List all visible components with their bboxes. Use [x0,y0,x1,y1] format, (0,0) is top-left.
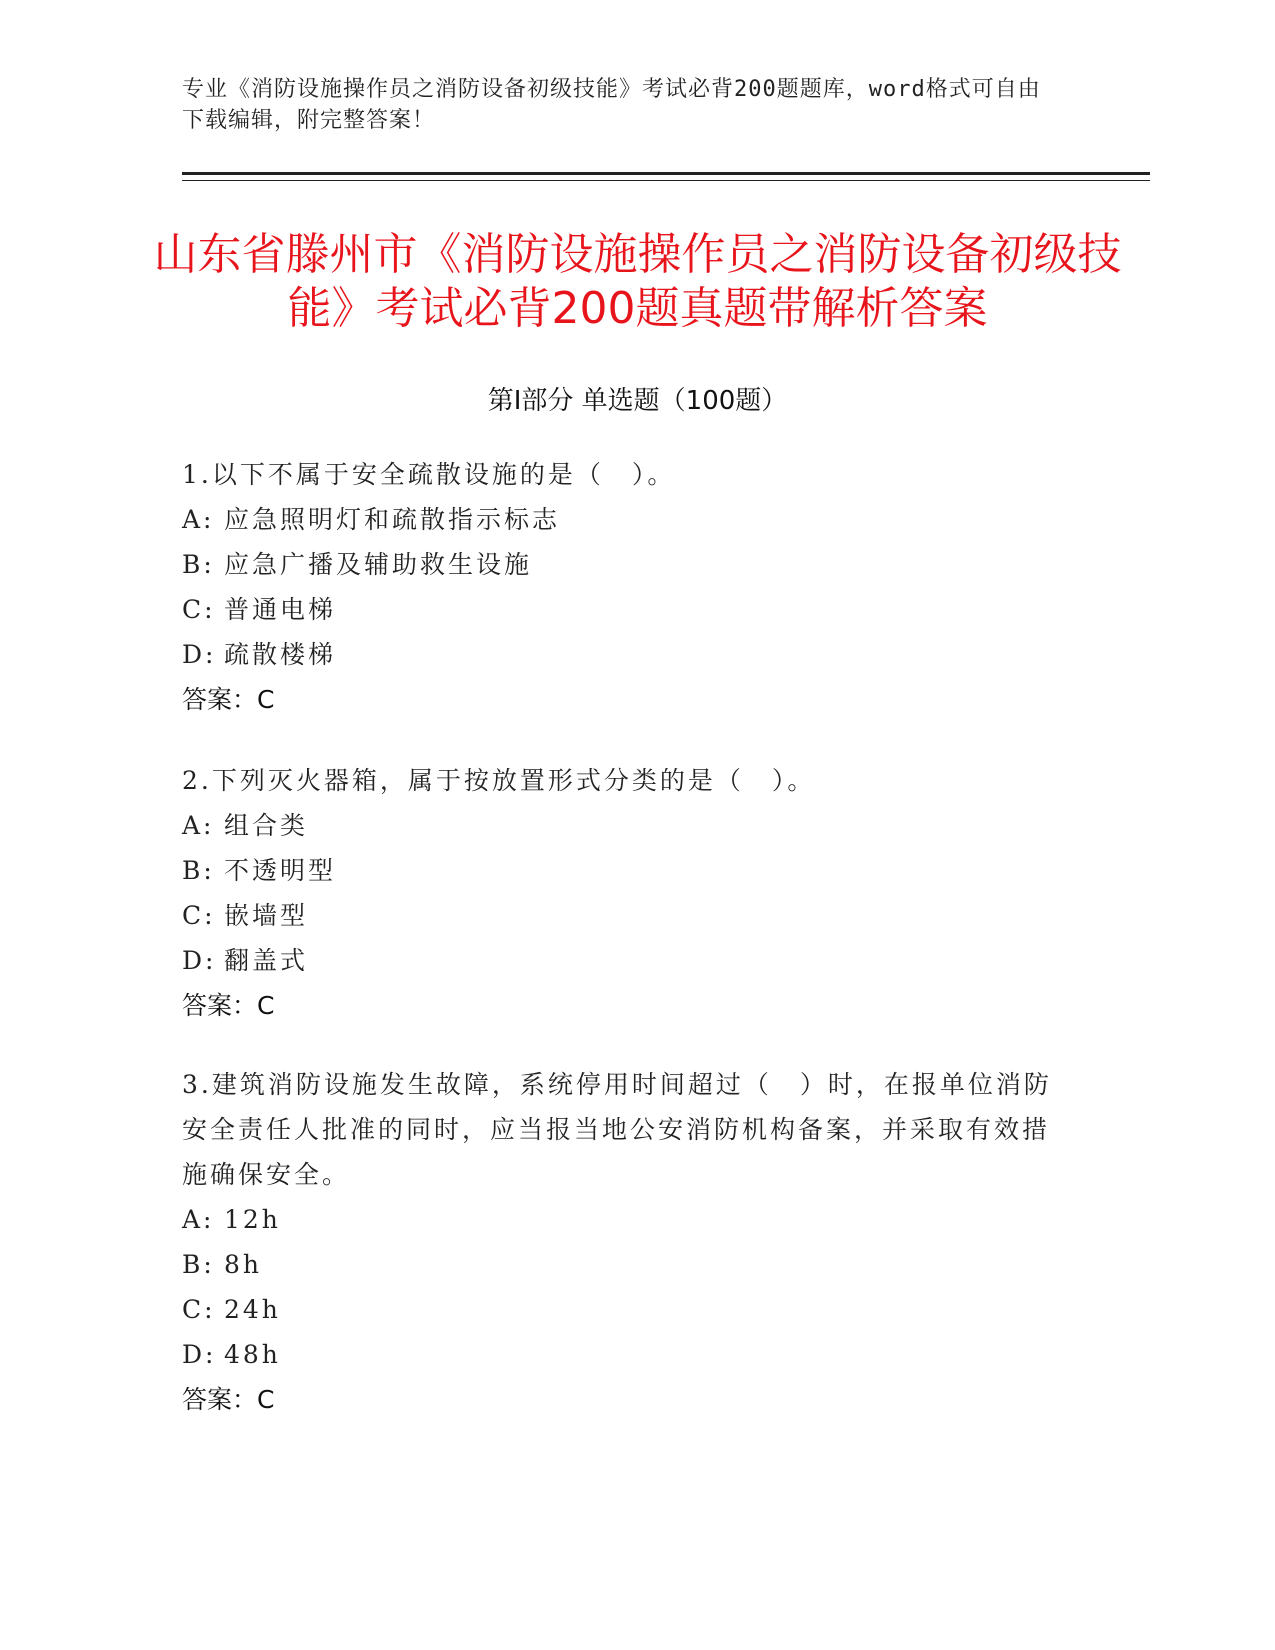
option-b [182,1242,1062,1287]
header-note: 专业《消防设施操作员之消防设备初级技能》考试必背200题题库，word格式可自由下载编辑，附完整答案！ [182,77,1041,133]
option-text: 应急照明灯和疏散指示标志 [224,505,561,534]
option-letter: B: [182,550,215,579]
header-divider-thin [182,180,1150,181]
option-text: 翻盖式 [224,946,309,975]
question-1 [182,452,1062,722]
question-stem: 1.以下不属于安全疏散设施的是（ ）。 [182,460,676,489]
question-2 [182,758,1062,1028]
option-c [182,1287,1062,1332]
question-stem: 3.建筑消防设施发生故障，系统停用时间超过（ ）时，在报单位消防安全责任人批准的同时，应当报当地公安消防机构备案，并采取有效措施确保安全。 [182,1070,1052,1189]
option-a [182,1197,1062,1242]
option-letter: C: [182,595,216,624]
question-3 [182,1062,1062,1422]
option-d [182,632,1062,677]
option-b [182,542,1062,587]
option-text: 不透明型 [224,856,337,885]
answer: 答案：C [182,1385,275,1414]
option-letter: D: [182,946,217,975]
option-c [182,587,1062,632]
option-letter: C: [182,901,216,930]
header-divider-thick [182,172,1150,175]
option-b [182,848,1062,893]
option-letter: B: [182,1250,215,1279]
option-letter: A: [182,1205,215,1234]
option-a [182,803,1062,848]
option-text: 疏散楼梯 [224,640,337,669]
option-letter: C: [182,1295,216,1324]
option-letter: A: [182,811,215,840]
section-title: 第Ⅰ部分 单选题（100题） [487,386,788,416]
option-d [182,1332,1062,1377]
option-text: 组合类 [224,811,309,840]
option-text: 应急广播及辅助救生设施 [224,550,533,579]
option-letter: B: [182,856,215,885]
option-text: 普通电梯 [224,595,337,624]
option-text: 48h [224,1340,281,1369]
option-a [182,497,1062,542]
option-letter: D: [182,1340,217,1369]
answer: 答案：C [182,991,275,1020]
option-text: 24h [224,1295,281,1324]
option-text: 8h [224,1250,263,1279]
question-stem: 2.下列灭火器箱，属于按放置形式分类的是（ ）。 [182,766,816,795]
option-letter: D: [182,640,217,669]
option-text: 12h [224,1205,281,1234]
answer: 答案：C [182,685,275,714]
document-title: 山东省滕州市《消防设施操作员之消防设备初级技能》考试必背200题真题带解析答案 [153,229,1122,334]
option-c [182,893,1062,938]
option-text: 嵌墙型 [224,901,309,930]
option-d [182,938,1062,983]
option-letter: A: [182,505,215,534]
